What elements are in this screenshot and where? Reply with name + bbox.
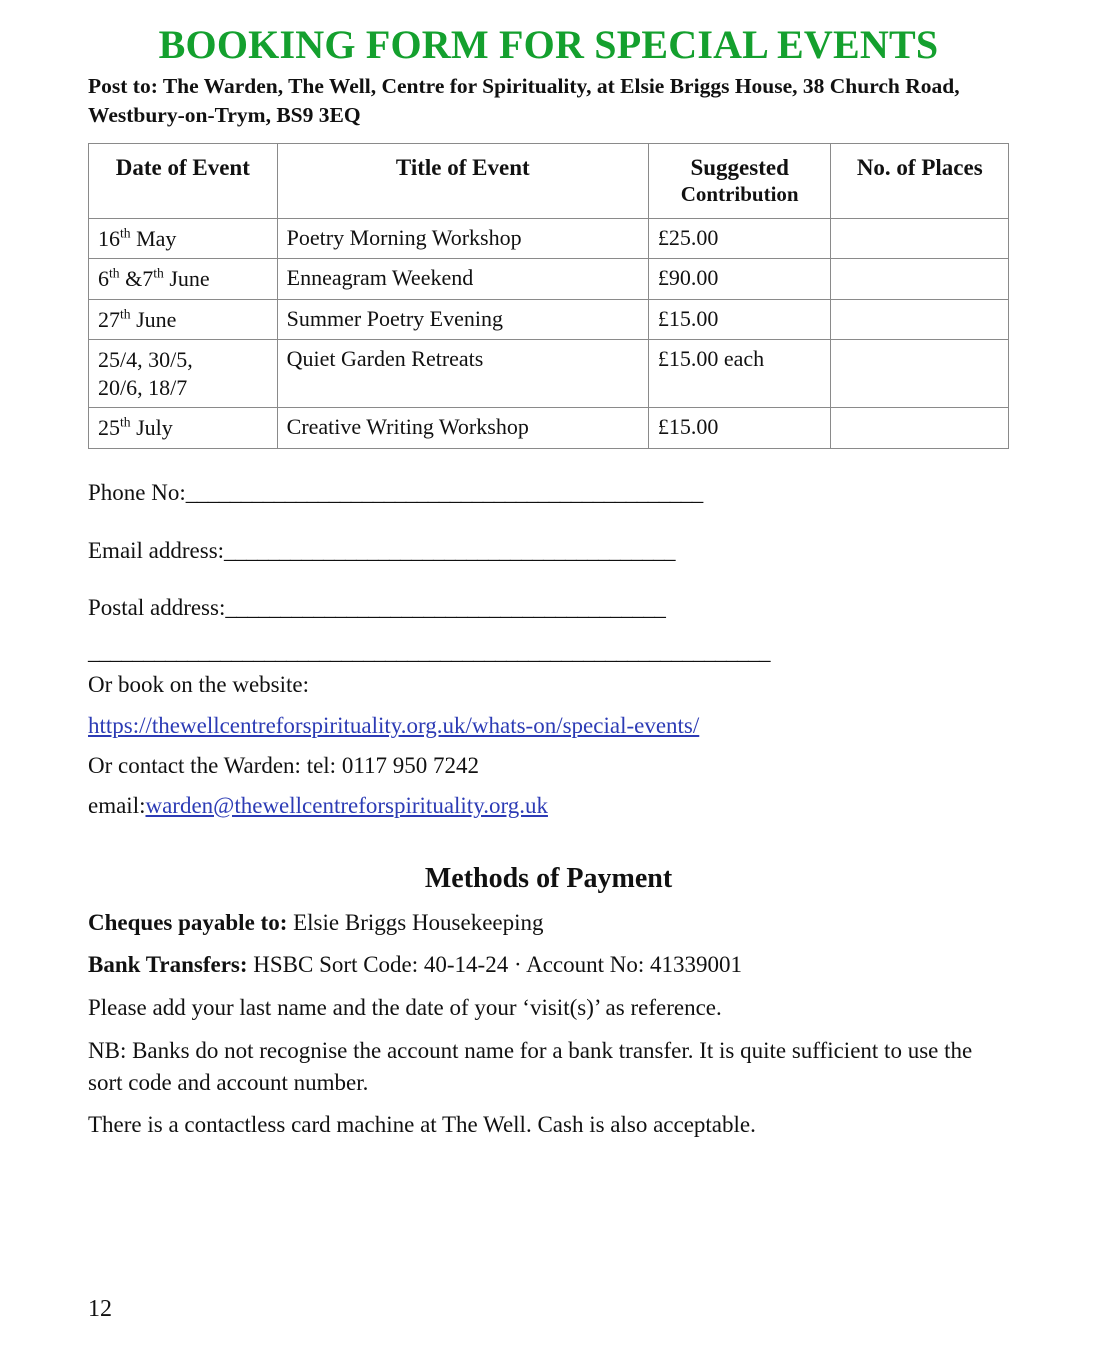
date-rest: July [130,415,173,441]
special-events-link[interactable]: https://thewellcentreforspirituality.org.uk/whats-on/special-events/ [88,712,700,738]
cell-places[interactable] [831,408,1009,449]
warden-contact: Or contact the Warden: tel: 0117 950 7242 [88,752,479,778]
warden-email-link[interactable]: warden@thewellcentreforspirituality.org.uk [145,792,548,818]
cell-date [89,340,278,408]
website-intro: Or book on the website: [88,672,310,698]
date-rest-2: June [163,266,210,292]
date-ordinal: th [109,266,120,282]
date-main: 25 [98,415,120,441]
date-main: 16 [98,225,120,251]
cell-event-title: Creative Writing Workshop [277,408,648,449]
phone-field[interactable] [88,475,1009,511]
contribution-header-line1: Suggested [690,155,789,181]
phone-input-rule[interactable]: _______________________________________________ [185,479,703,505]
date-line2: 20/6, 18/7 [98,374,188,400]
cell-contribution: £15.00 each [648,340,831,408]
cell-contribution: £15.00 [648,299,831,340]
cell-date [89,218,278,259]
date-main: 6 [98,266,109,292]
events-table [88,143,1009,449]
cell-date [89,408,278,449]
table-header-row [89,144,1009,219]
cell-places[interactable] [831,340,1009,408]
cheques-label: Cheques payable to: [88,909,288,935]
date-main: 27 [98,306,120,332]
column-header-title: Title of Event [277,144,648,219]
date-rest: June [130,306,177,332]
cell-event-title: Enneagram Weekend [277,259,648,300]
date-ordinal: th [120,306,131,322]
cell-event-title: Poetry Morning Workshop [277,218,648,259]
column-header-date: Date of Event [89,144,278,219]
table-row [89,259,1009,300]
cell-event-title: Summer Poetry Evening [277,299,648,340]
reference-note: Please add your last name and the date of your ‘visit(s)’ as reference. [88,995,722,1021]
email-field[interactable] [88,533,1009,569]
date-rest: &7 [119,266,154,292]
cell-date [89,299,278,340]
cell-contribution: £25.00 [648,218,831,259]
postal-input-rule-line2[interactable]: ______________________________________________________________ [88,638,770,664]
bank-transfers-label: Bank Transfers: [88,952,248,978]
cell-places[interactable] [831,218,1009,259]
date-ordinal-2: th [153,266,164,282]
methods-of-payment-heading: Methods of Payment [424,862,673,894]
contribution-header-line2: Contribution [680,181,799,206]
phone-label: Phone No: [88,479,186,505]
warden-email-line [88,790,1009,821]
cell-contribution: £90.00 [648,259,831,300]
page-title: BOOKING FORM FOR SPECIAL EVENTS [158,22,939,67]
date-ordinal: th [120,415,131,431]
column-header-places: No. of Places [831,144,1009,219]
post-to-address: Post to: The Warden, The Well, Centre for Spirituality, at Elsie Briggs House, 38 Church Road, Westbury-on-Trym, BS9 3EQ [88,74,960,127]
bank-transfers-line [88,949,1009,981]
cell-event-title: Quiet Garden Retreats [277,340,648,408]
cheques-line [88,907,1009,939]
table-row [89,218,1009,259]
email-prefix-label: email: [88,792,146,818]
postal-label: Postal address: [88,595,226,621]
page-number: 12 [88,1296,112,1322]
nb-note: NB: Banks do not recognise the account name for a bank transfer. It is quite sufficient to use the sort code and account number. [88,1037,973,1095]
cell-places[interactable] [831,299,1009,340]
table-row [89,408,1009,449]
cell-contribution: £15.00 [648,408,831,449]
table-row [89,340,1009,408]
bank-transfers-value: HSBC Sort Code: 40-14-24 · Account No: 41339001 [247,952,743,978]
postal-input-rule[interactable]: ________________________________________ [225,595,666,621]
table-row [89,299,1009,340]
date-rest: May [130,225,177,251]
date-ordinal: th [120,225,131,241]
date-main: 25/4, 30/5, [98,347,193,373]
card-machine-note: There is a contactless card machine at The Well. Cash is also acceptable. [88,1112,756,1138]
cheques-value: Elsie Briggs Housekeeping [287,909,544,935]
cell-places[interactable] [831,259,1009,300]
postal-field[interactable] [88,590,1009,626]
email-label: Email address: [88,537,225,563]
column-header-contribution [648,144,831,219]
cell-date [89,259,278,300]
website-link-wrapper [88,710,1009,741]
email-input-rule[interactable]: _________________________________________ [224,537,676,563]
